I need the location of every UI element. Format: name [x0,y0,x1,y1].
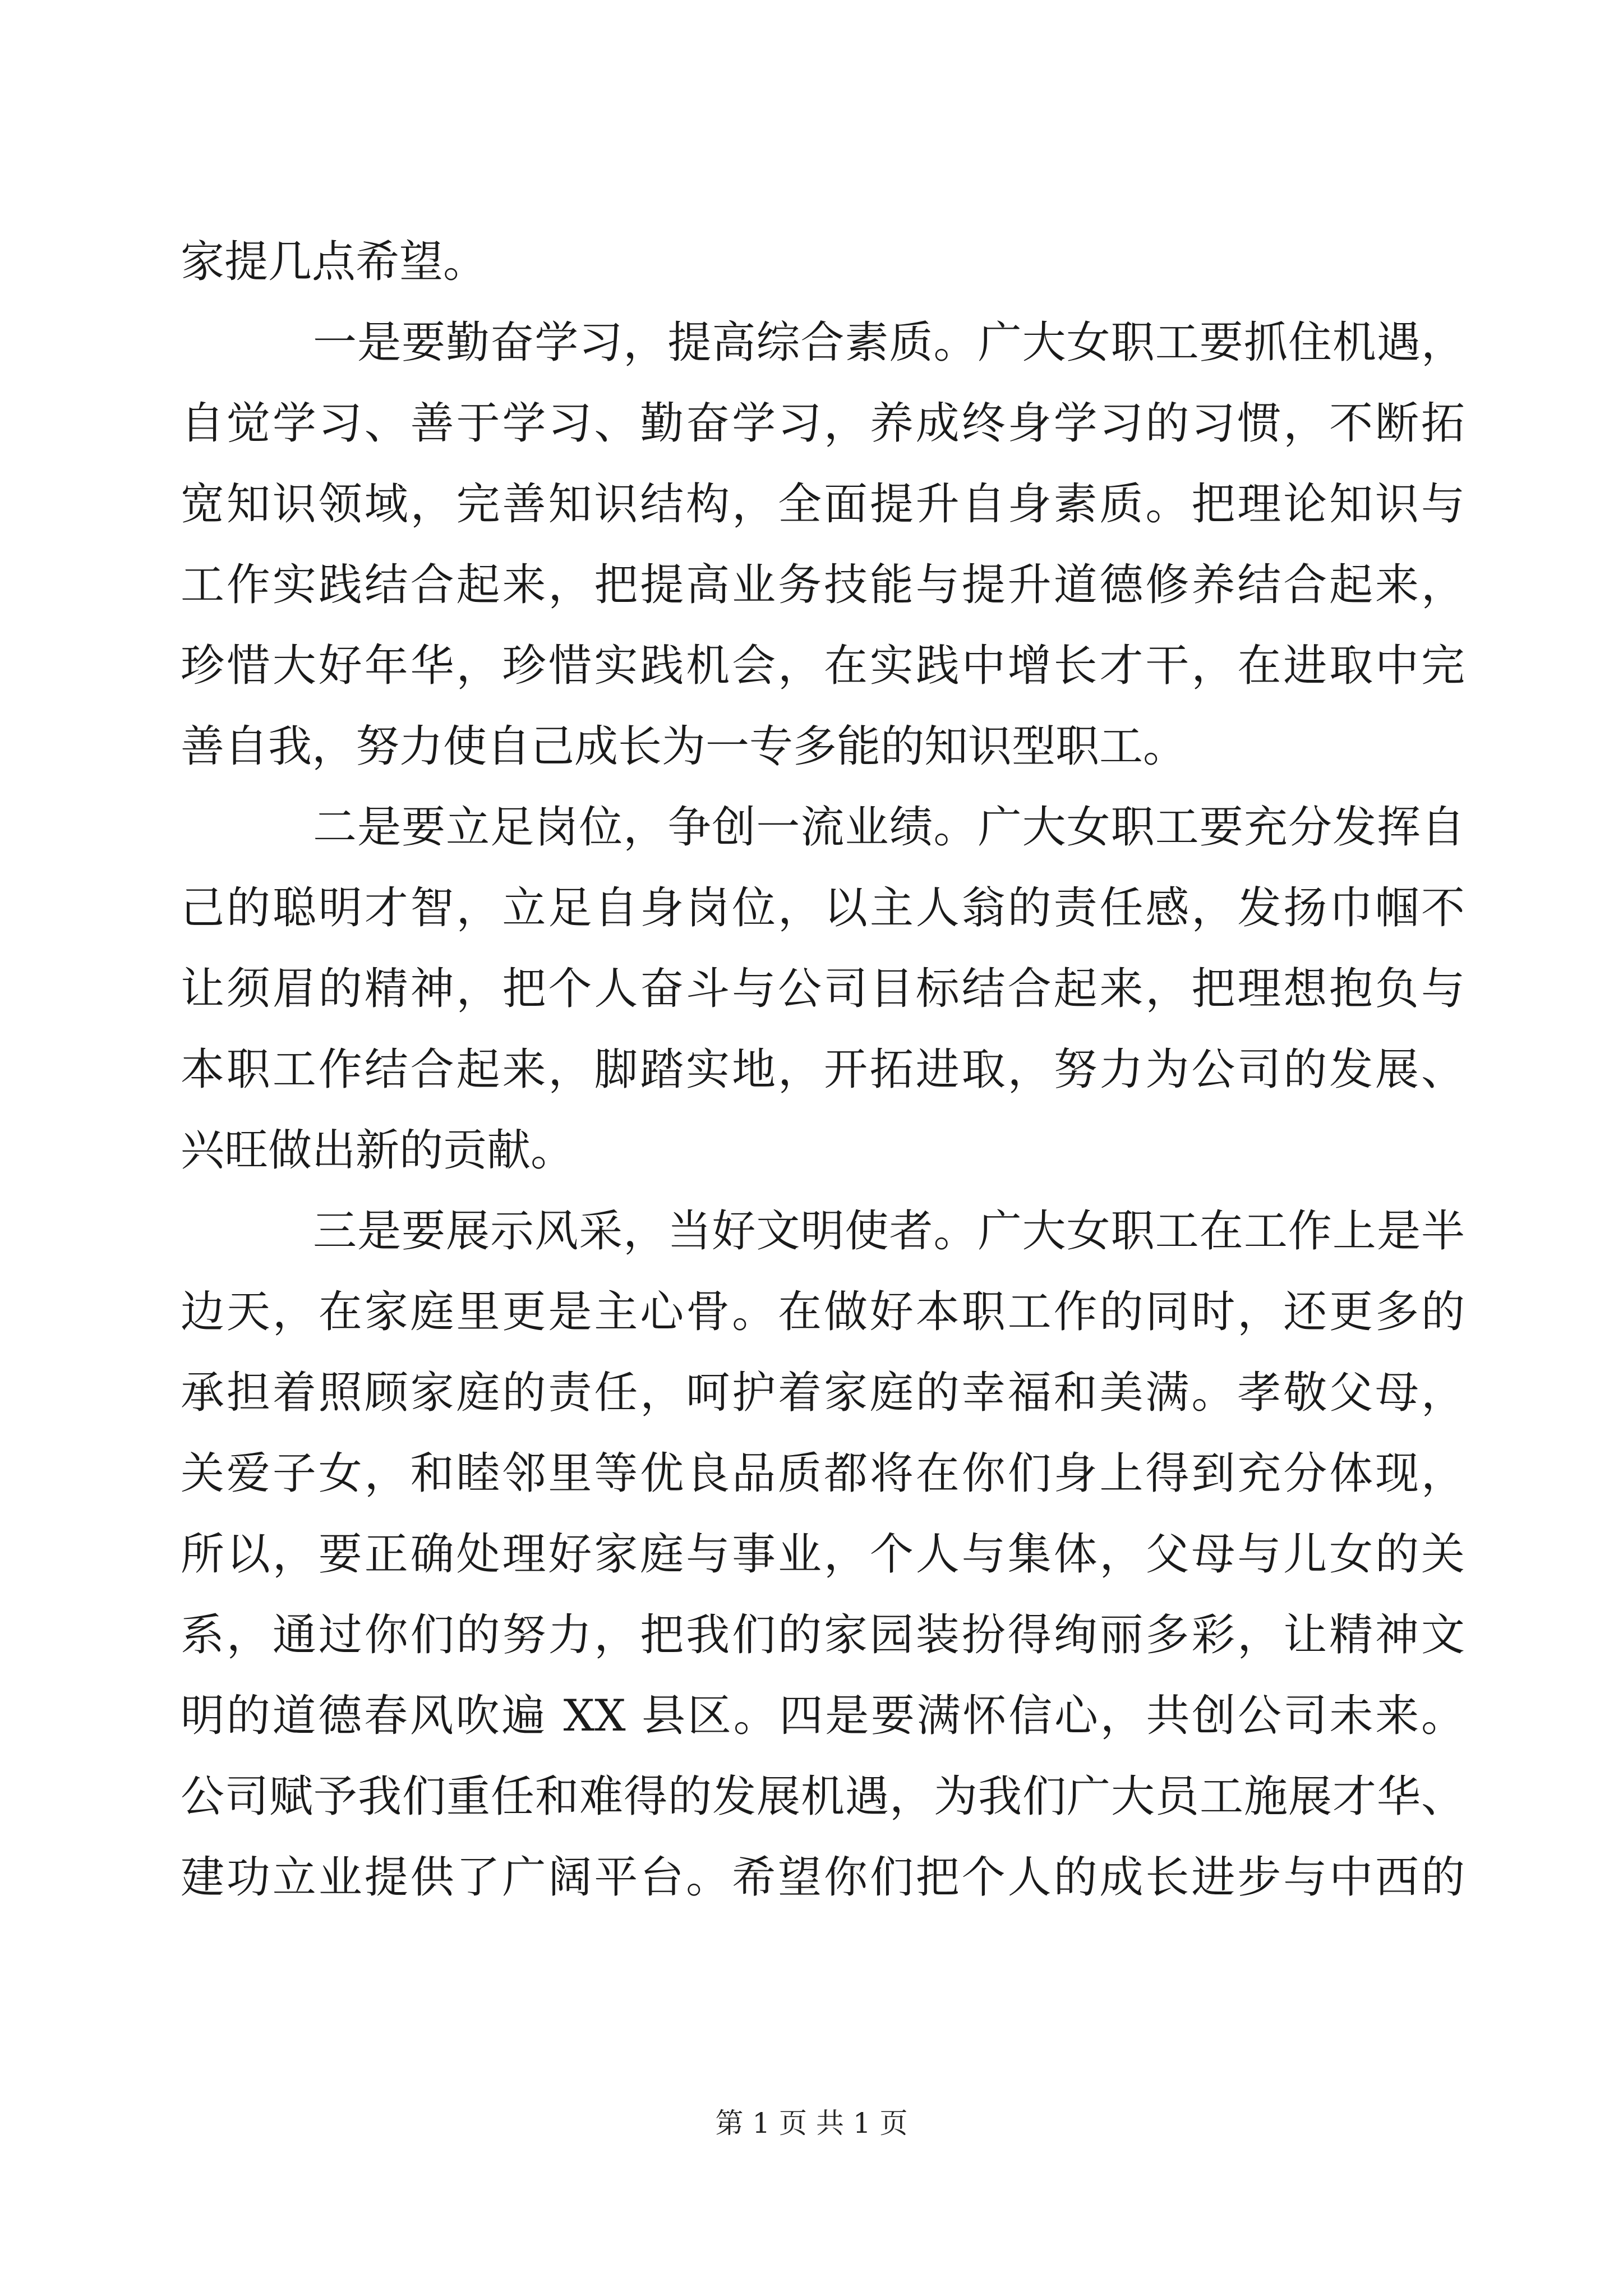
text-line: 让须眉的精神，把个人奋斗与公司目标结合起来，把理想抱负与 [181,964,1465,1014]
page-footer: 第 1 页 共 1 页 [715,2107,908,2139]
text-line: 工作实践结合起来，把提高业务技能与提升道德修养结合起来， [181,560,1465,610]
text-line: 关爱子女，和睦邻里等优良品质都将在你们身上得到充分体现， [181,1448,1465,1499]
text-line: 家提几点希望。 [181,237,487,287]
document-body [181,222,1465,1918]
text-line: 公司赋予我们重任和难得的发展机遇，为我们广大员工施展才华、 [181,1772,1465,1822]
text-line: 所以，要正确处理好家庭与事业，个人与集体，父母与儿女的关 [181,1529,1465,1580]
text-line: 明的道德春风吹遍 XX 县区。四是要满怀信心，共创公司未来。 [181,1691,1465,1741]
text-line: 系，通过你们的努力，把我们的家园装扮得绚丽多彩，让精神文 [181,1610,1465,1660]
text-line: 宽知识领域，完善知识结构，全面提升自身素质。把理论知识与 [181,479,1465,530]
text-line: 承担着照顾家庭的责任，呵护着家庭的幸福和美满。孝敬父母， [181,1368,1465,1418]
text-line: 边天，在家庭里更是主心骨。在做好本职工作的同时，还更多的 [181,1287,1465,1337]
text-line: 自觉学习、善于学习、勤奋学习，养成终身学习的习惯，不断拓 [181,398,1465,449]
text-line: 建功立业提供了广阔平台。希望你们把个人的成长进步与中西的 [181,1852,1465,1903]
text-line: 兴旺做出新的贡献。 [181,1125,575,1176]
text-line: 本职工作结合起来，脚踏实地，开拓进取，努力为公司的发展、 [181,1045,1465,1095]
text-line: 善自我，努力使自己成长为一专多能的知识型职工。 [181,721,1187,772]
text-line: 三是要展示风采，当好文明使者。广大女职工在工作上是半 [313,1206,1465,1257]
text-line: 己的聪明才智，立足自身岗位，以主人翁的责任感，发扬巾帼不 [181,883,1465,933]
text-line: 珍惜大好年华，珍惜实践机会，在实践中增长才干，在进取中完 [181,641,1465,691]
text-line: 一是要勤奋学习，提高综合素质。广大女职工要抓住机遇， [313,318,1465,368]
text-line: 二是要立足岗位，争创一流业绩。广大女职工要充分发挥自 [313,802,1465,853]
